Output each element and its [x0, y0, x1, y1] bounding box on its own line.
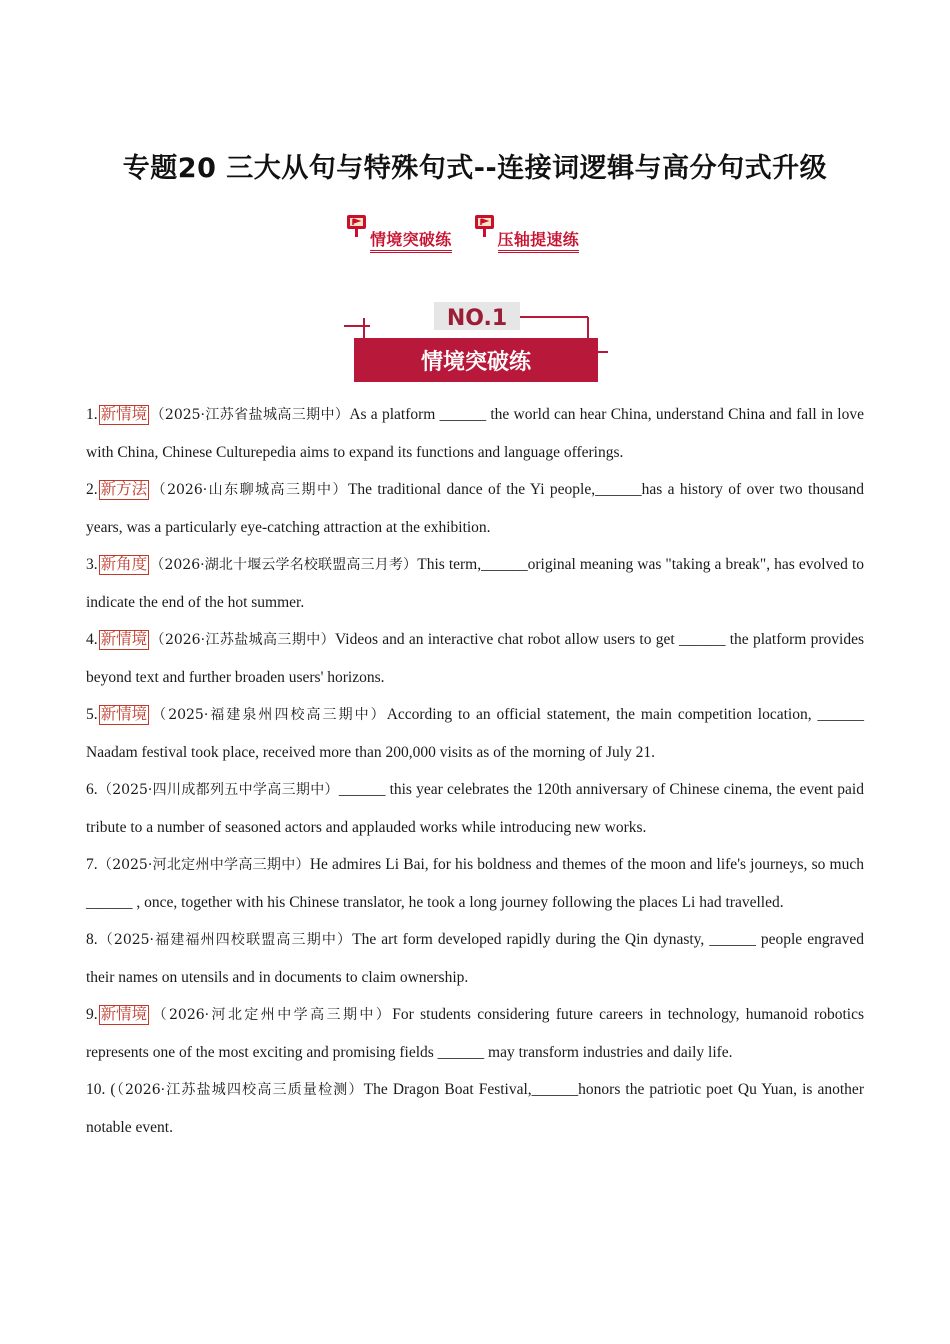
question-number: 1.	[86, 406, 98, 423]
question-number: 7.	[86, 856, 98, 873]
question-number: 3.	[86, 556, 98, 573]
question-list	[86, 396, 864, 1146]
question-tag: 新情境	[100, 406, 148, 423]
question-item	[86, 996, 864, 1071]
question-number: 6.	[86, 781, 98, 798]
question-source: （2025·福建泉州四校高三期中）	[150, 707, 387, 723]
nav-link-label: 情境突破练	[370, 231, 452, 253]
nav-link-label: 压轴提速练	[498, 231, 580, 253]
question-item	[86, 471, 864, 546]
question-source: （2025·四川成都列五中学高三期中）	[97, 782, 339, 798]
question-number: 2.	[86, 481, 98, 498]
question-source: （2026·湖北十堰云学名校联盟高三月考）	[150, 557, 418, 573]
question-text: He admires Li Bai, for his boldness and themes of the moon and life's journeys, so much ______ , once, together with his Chinese translator, he took a long journey following the places Li had travelled.	[86, 856, 864, 911]
flag-icon	[474, 214, 496, 238]
question-source: （2025·福建福州四校联盟高三期中）	[97, 932, 353, 948]
section-title: 情境突破练	[420, 350, 532, 375]
section-nav	[346, 214, 579, 260]
question-number: 10. (	[86, 1081, 116, 1098]
question-text: The Dragon Boat Festival,______honors the patriotic poet Qu Yuan, is another notable event.	[86, 1081, 864, 1136]
question-source: （2026·江苏盐城高三期中）	[150, 632, 336, 648]
question-tag: 新情境	[100, 1006, 148, 1023]
question-item	[86, 921, 864, 996]
question-item	[86, 846, 864, 921]
page-title: 专题20 三大从句与特殊句式--连接词逻辑与高分句式升级	[122, 153, 828, 184]
question-number: 5.	[86, 706, 98, 723]
question-text: For students considering future careers in technology, humanoid robotics represents one of the most exciting and promising fields ______ may transform industries and daily life.	[86, 1006, 864, 1061]
question-number: 8.	[86, 931, 98, 948]
nav-link-context-practice[interactable]	[346, 214, 452, 253]
question-item	[86, 396, 864, 471]
question-number: 9.	[86, 1006, 98, 1023]
question-source: （2025·江苏省盐城高三期中）	[150, 407, 350, 423]
nav-link-speed-practice[interactable]	[474, 214, 580, 253]
question-tag: 新方法	[100, 481, 148, 498]
question-source: （2026·江苏盐城四校高三质量检测）	[115, 1082, 364, 1098]
question-tag: 新情境	[100, 631, 148, 648]
question-item	[86, 546, 864, 621]
question-source: （2026·山东聊城高三期中）	[150, 482, 348, 498]
question-tag: 新角度	[100, 556, 148, 573]
question-text: According to an official statement, the main competition location, ______ Naadam festival took place, received more than 200,000 visits as of the morning of July 21.	[86, 706, 864, 761]
question-item	[86, 696, 864, 771]
question-text: ______ this year celebrates the 120th anniversary of Chinese cinema, the event paid tribute to a number of seasoned actors and applauded works while introducing new works.	[86, 781, 864, 836]
question-source: （2026·河北定州中学高三期中）	[150, 1007, 393, 1023]
question-text: This term,______original meaning was "taking a break", has evolved to indicate the end of the hot summer.	[86, 556, 864, 611]
question-source: （2025·河北定州中学高三期中）	[97, 857, 310, 873]
question-tag: 新情境	[100, 706, 148, 723]
question-number: 4.	[86, 631, 98, 648]
question-item	[86, 621, 864, 696]
question-item	[86, 771, 864, 846]
question-item	[86, 1071, 864, 1146]
question-text: The traditional dance of the Yi people,______has a history of over two thousand years, was a particularly eye-catching attraction at the exhibition.	[86, 481, 864, 536]
question-text: As a platform ______ the world can hear China, understand China and fall in love with China, Chinese Culturepedia aims to expand its functions and language offerings.	[86, 406, 864, 461]
flag-icon	[346, 214, 368, 238]
question-text: Videos and an interactive chat robot allow users to get ______ the platform provides beyond text and further broaden users' horizons.	[86, 631, 864, 686]
section-number: NO.1	[446, 306, 508, 331]
section-banner	[344, 300, 610, 386]
question-text: The art form developed rapidly during the Qin dynasty, ______ people engraved their names on utensils and in documents to claim ownership.	[86, 931, 864, 986]
